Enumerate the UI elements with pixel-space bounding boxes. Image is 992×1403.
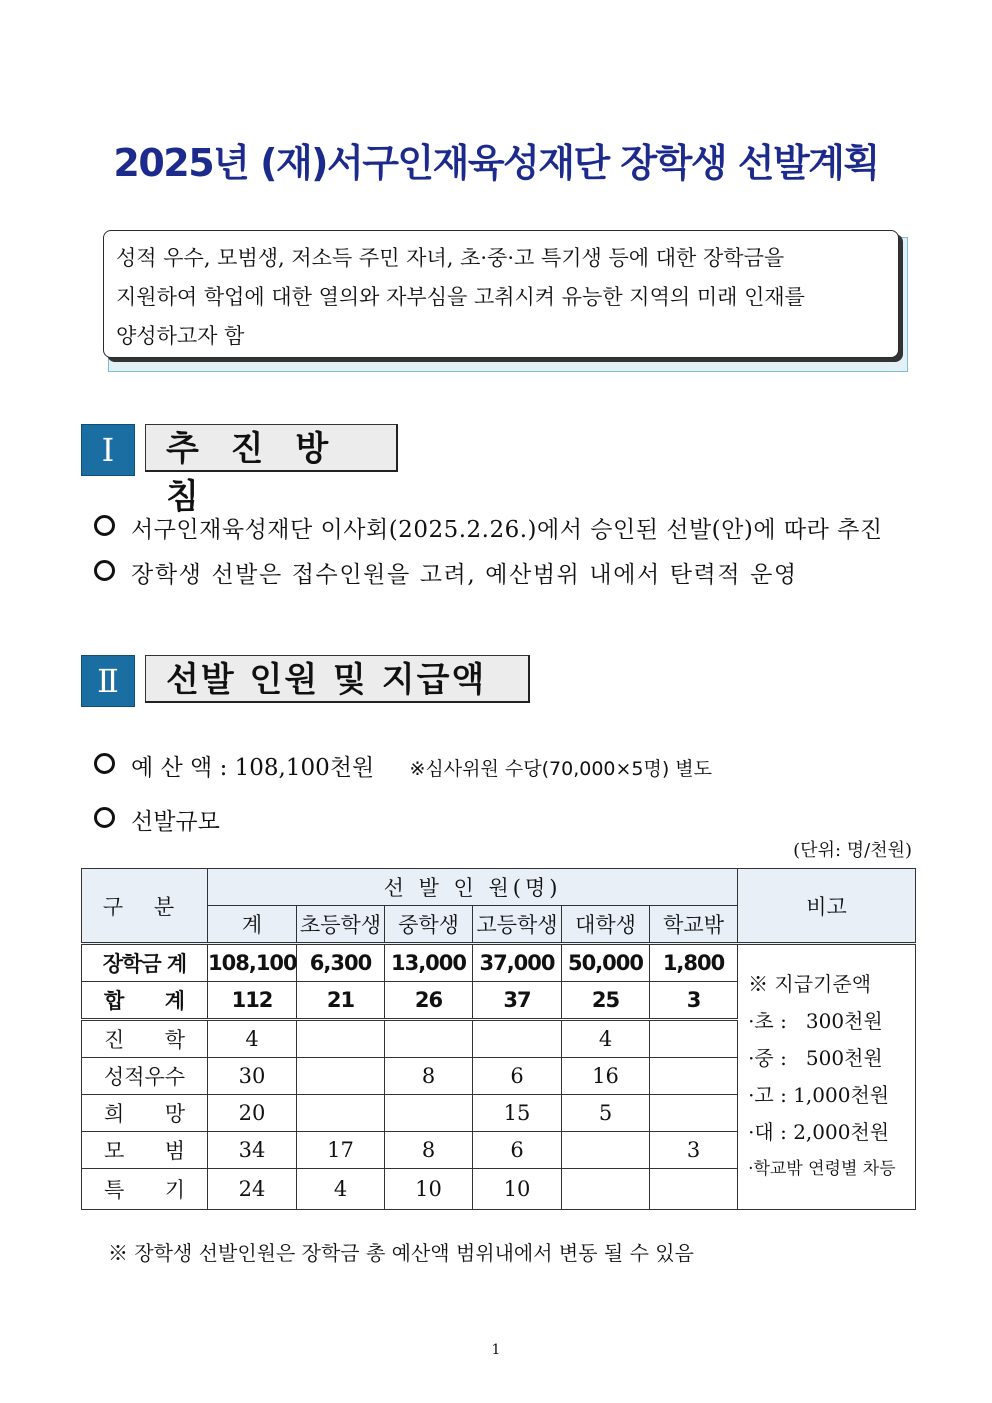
table-row <box>82 944 916 982</box>
circle-bullet-icon <box>94 560 115 581</box>
table-cell <box>650 1020 738 1058</box>
table-cell: 24 <box>208 1169 297 1210</box>
table-cell: 1,800 <box>650 944 738 982</box>
table-cell: 108,100 <box>208 944 297 982</box>
section-title-1: 추 진 방 침 <box>145 424 398 472</box>
table-cell <box>650 1169 738 1210</box>
table-cell: 16 <box>562 1058 650 1095</box>
table-cell: 34 <box>208 1132 297 1169</box>
scale-label: 선발규모 <box>131 809 220 835</box>
budget-bullet <box>94 749 712 782</box>
table-cell: 6 <box>473 1058 562 1095</box>
table-cell: 20 <box>208 1095 297 1132</box>
table-cell <box>473 1020 562 1058</box>
table-cell <box>562 1132 650 1169</box>
note-line: ·고 : 1,000천원 <box>748 1083 890 1107</box>
table-cell: 37 <box>473 982 562 1020</box>
row-label: 장학금 계 <box>82 944 208 982</box>
purpose-line: 지원하여 학업에 대한 열의와 자부심을 고취시켜 유능한 지역의 미래 인재를 <box>116 285 805 309</box>
budget-reference: ※심사위원 수당(70,000×5명) 별도 <box>409 758 713 780</box>
table-cell: 10 <box>473 1169 562 1210</box>
table-cell <box>385 1095 473 1132</box>
policy-bullet <box>94 556 798 589</box>
table-cell: 10 <box>385 1169 473 1210</box>
column-header: 중학생 <box>385 906 473 944</box>
table-cell: 4 <box>562 1020 650 1058</box>
table-cell: 15 <box>473 1095 562 1132</box>
scale-bullet <box>94 803 220 836</box>
circle-bullet-icon <box>94 515 115 536</box>
policy-text: 서구인재육성재단 이사회(2025.2.26.)에서 승인된 선발(안)에 따라 추진 <box>131 517 883 543</box>
table-cell: 17 <box>297 1132 385 1169</box>
section-number-1: Ⅰ <box>81 424 135 476</box>
table-cell: 112 <box>208 982 297 1020</box>
column-header: 학교밖 <box>650 906 738 944</box>
table-cell: 4 <box>297 1169 385 1210</box>
circle-bullet-icon <box>94 807 115 828</box>
note-line: ※ 지급기준액 <box>748 972 872 996</box>
header-note: 비고 <box>738 869 916 944</box>
purpose-line: 양성하고자 함 <box>116 324 245 348</box>
table-cell: 25 <box>562 982 650 1020</box>
table-cell: 26 <box>385 982 473 1020</box>
table-cell: 6,300 <box>297 944 385 982</box>
table-cell: 37,000 <box>473 944 562 982</box>
policy-bullet <box>94 511 883 544</box>
row-label: 희 망 <box>82 1095 208 1132</box>
footnote: ※ 장학생 선발인원은 장학금 총 예산액 범위내에서 변동 될 수 있음 <box>108 1241 694 1265</box>
table-cell <box>297 1095 385 1132</box>
table-cell: 21 <box>297 982 385 1020</box>
table-cell: 3 <box>650 1132 738 1169</box>
purpose-box <box>103 230 899 358</box>
document-title: 2025년 (재)서구인재육성재단 장학생 선발계획 <box>113 141 879 185</box>
selection-table <box>81 868 916 1210</box>
policy-text: 장학생 선발은 접수인원을 고려, 예산범위 내에서 탄력적 운영 <box>131 562 798 588</box>
row-label: 진 학 <box>82 1020 208 1058</box>
section-number-2: Ⅱ <box>81 655 135 707</box>
note-line: ·학교밖 연령별 차등 <box>748 1159 896 1179</box>
note-cell <box>738 944 916 1210</box>
table-cell: 50,000 <box>562 944 650 982</box>
table-cell: 5 <box>562 1095 650 1132</box>
note-line: ·초 : 300천원 <box>748 1009 883 1033</box>
header-category: 구 분 <box>82 869 208 944</box>
table-cell: 30 <box>208 1058 297 1095</box>
table-cell: 13,000 <box>385 944 473 982</box>
purpose-line: 성적 우수, 모범생, 저소득 주민 자녀, 초·중·고 특기생 등에 대한 장학금을 <box>116 246 785 270</box>
note-line: ·대 : 2,000천원 <box>748 1120 890 1144</box>
column-header: 계 <box>208 906 297 944</box>
table-cell: 8 <box>385 1132 473 1169</box>
table-cell <box>297 1020 385 1058</box>
table-cell <box>650 1095 738 1132</box>
page-number: 1 <box>491 1342 501 1358</box>
table-cell: 4 <box>208 1020 297 1058</box>
circle-bullet-icon <box>94 753 115 774</box>
table-cell: 6 <box>473 1132 562 1169</box>
budget-label: 예 산 액 : 108,100천원 <box>131 755 375 781</box>
unit-label: (단위: 명/천원) <box>793 840 912 861</box>
table-cell <box>650 1058 738 1095</box>
table-cell <box>385 1020 473 1058</box>
column-header: 초등학생 <box>297 906 385 944</box>
table-cell <box>297 1058 385 1095</box>
row-label: 모 범 <box>82 1132 208 1169</box>
column-header: 고등학생 <box>473 906 562 944</box>
row-label: 합 계 <box>82 982 208 1020</box>
table-cell <box>562 1169 650 1210</box>
table-cell: 3 <box>650 982 738 1020</box>
note-line: ·중 : 500천원 <box>748 1046 883 1070</box>
row-label: 성적우수 <box>82 1058 208 1095</box>
row-label: 특 기 <box>82 1169 208 1210</box>
header-group: 선 발 인 원(명) <box>208 869 738 906</box>
section-title-2: 선발 인원 및 지급액 <box>145 655 530 703</box>
column-header: 대학생 <box>562 906 650 944</box>
table-cell: 8 <box>385 1058 473 1095</box>
